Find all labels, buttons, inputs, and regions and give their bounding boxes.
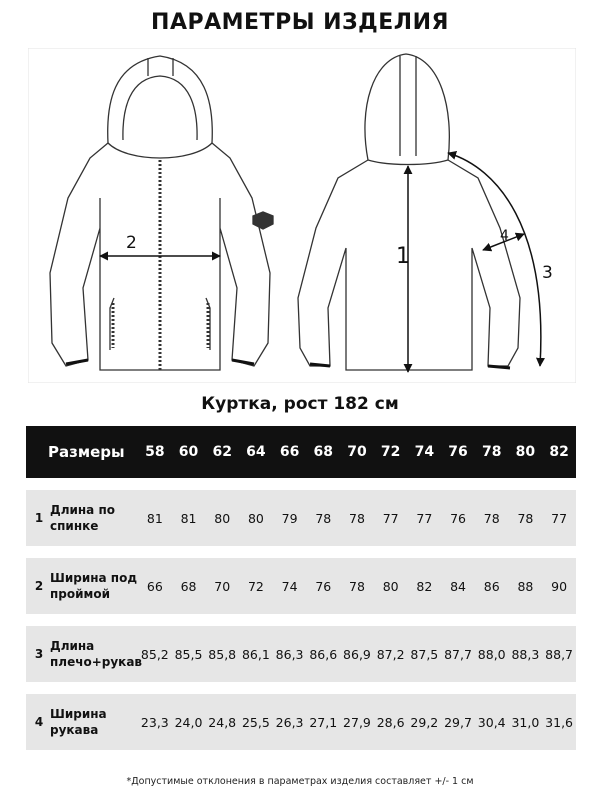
size-cell: 66 xyxy=(279,444,300,460)
tolerance-note: *Допустимые отклонения в параметрах изделия составляет +/- 1 см xyxy=(126,776,474,787)
value-cell: 88 xyxy=(517,578,534,594)
value-cell: 68 xyxy=(180,578,197,594)
row-name: Длина по спинке xyxy=(50,503,115,533)
table-header xyxy=(26,426,576,478)
value-cell: 87,2 xyxy=(376,646,405,662)
value-cell: 28,6 xyxy=(376,714,405,730)
value-cell: 31,0 xyxy=(511,714,540,730)
value-cell: 78 xyxy=(517,510,534,526)
value-cell: 88,7 xyxy=(545,646,574,662)
value-cell: 78 xyxy=(349,578,365,594)
page-title: ПАРАМЕТРЫ ИЗДЕЛИЯ xyxy=(151,10,449,35)
value-cell: 29,7 xyxy=(444,714,472,730)
value-cell: 76 xyxy=(450,510,466,526)
value-cell: 80 xyxy=(247,510,264,526)
value-cell: 70 xyxy=(214,578,231,594)
jacket-sketch xyxy=(28,48,576,383)
label-1: 1 xyxy=(396,244,410,269)
value-cell: 87,7 xyxy=(444,646,472,662)
value-cell: 78 xyxy=(315,510,332,526)
value-cell: 86,9 xyxy=(343,646,371,662)
value-cell: 78 xyxy=(349,510,365,526)
value-cell: 24,8 xyxy=(208,714,237,730)
value-cell: 86 xyxy=(483,578,500,594)
row-number: 4 xyxy=(34,715,44,729)
label-4: 4 xyxy=(500,228,509,244)
value-cell: 27,1 xyxy=(309,714,338,730)
value-cell: 80 xyxy=(382,578,399,594)
value-cell: 72 xyxy=(247,578,264,594)
table-row xyxy=(26,694,576,750)
value-cell: 24,0 xyxy=(174,714,203,730)
size-cell: 64 xyxy=(246,444,266,460)
size-cell: 76 xyxy=(448,444,468,460)
value-cell: 80 xyxy=(214,510,231,526)
row-number: 2 xyxy=(34,579,44,593)
value-cell: 23,3 xyxy=(140,714,169,730)
value-cell: 77 xyxy=(382,510,399,526)
size-cell: 62 xyxy=(212,444,232,460)
table-row xyxy=(26,490,576,546)
value-cell: 31,6 xyxy=(545,714,574,730)
value-cell: 25,5 xyxy=(241,714,270,730)
size-cell: 58 xyxy=(145,444,165,460)
value-cell: 74 xyxy=(281,578,298,594)
value-cell: 30,4 xyxy=(477,714,506,730)
value-cell: 85,5 xyxy=(174,646,203,662)
table-row xyxy=(26,558,576,614)
size-table xyxy=(26,426,576,750)
size-header-cells xyxy=(138,444,576,460)
size-cell: 60 xyxy=(178,444,199,460)
value-cell: 85,2 xyxy=(140,646,169,662)
label-2: 2 xyxy=(126,233,137,253)
value-cell: 82 xyxy=(416,578,433,594)
value-cell: 87,5 xyxy=(410,646,439,662)
value-cell: 66 xyxy=(146,578,163,594)
row-name: Длина плечо+рукав xyxy=(50,639,143,669)
value-cell: 90 xyxy=(551,578,568,594)
value-cell: 84 xyxy=(450,578,466,594)
value-cell: 85,8 xyxy=(208,646,237,662)
value-cell: 76 xyxy=(315,578,332,594)
header-label: Размеры xyxy=(48,443,125,461)
size-cell: 78 xyxy=(481,444,502,460)
value-cell: 79 xyxy=(281,510,298,526)
size-cell: 80 xyxy=(515,444,536,460)
product-subtitle: Куртка, рост 182 см xyxy=(201,394,399,414)
value-cell: 27,9 xyxy=(343,714,371,730)
value-cell: 26,3 xyxy=(275,714,304,730)
value-cell: 88,0 xyxy=(477,646,506,662)
value-cell: 77 xyxy=(551,510,568,526)
value-cell: 81 xyxy=(180,510,197,526)
value-cell: 86,3 xyxy=(275,646,304,662)
value-cell: 77 xyxy=(416,510,433,526)
value-cell: 78 xyxy=(483,510,500,526)
value-cell: 81 xyxy=(146,510,163,526)
value-cell: 86,6 xyxy=(309,646,338,662)
value-cell: 88,3 xyxy=(511,646,540,662)
value-cell: 86,1 xyxy=(241,646,270,662)
size-cell: 70 xyxy=(347,444,367,460)
size-cell: 82 xyxy=(549,444,569,460)
row-number: 1 xyxy=(34,511,44,525)
size-cell: 72 xyxy=(380,444,401,460)
row-number: 3 xyxy=(34,647,44,661)
label-3: 3 xyxy=(542,263,553,283)
value-cell: 29,2 xyxy=(410,714,439,730)
size-cell: 68 xyxy=(313,444,334,460)
row-name: Ширина рукава xyxy=(50,707,107,737)
size-cell: 74 xyxy=(414,444,435,460)
table-row xyxy=(26,626,576,682)
row-name: Ширина под проймой xyxy=(50,571,138,601)
